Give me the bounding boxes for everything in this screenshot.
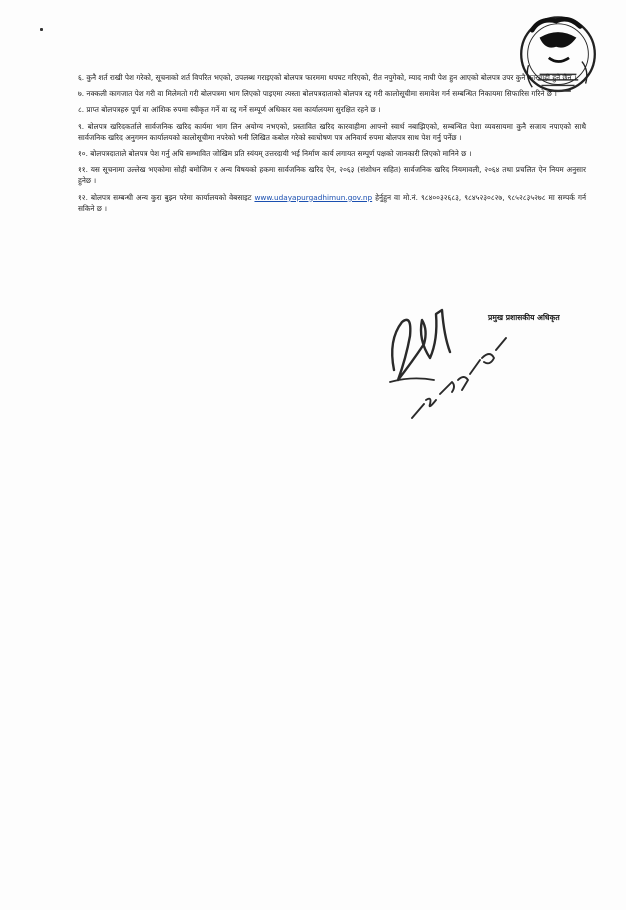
clause-12-text-end: हेर्नुहुन वा मो.नं. ९८४००३२६८३, ९८४५२३०८२७, ९८५२८३५२७८ मा सम्पर्क गर्न सकिने छ ।	[78, 192, 586, 213]
notice-clauses	[78, 72, 586, 219]
clause-12	[78, 192, 586, 214]
clause-7: ७. नक्कली कागजात पेश गरी वा मिलेमतो गरी बोलपत्रमा भाग लिएको पाइएमा त्यस्ता बोलपत्रदाताको बोलपत्र रद्द गरी कालोसूचीमा समावेश गर्न सम्बन्धित निकायमा सिफारिस गरिने छ ।	[78, 89, 557, 99]
clause-12-text-start: १२. बोलपत्र सम्बन्धी अन्य कुरा बुझ्न परेमा कार्यालयको वेबसाइट	[78, 192, 255, 202]
clause-10: १०. बोलपत्रदाताले बोलपत्र पेश गर्नु अघि सम्भावित जोखिम प्रति स्यंयम् उत्तरदायी भई निर्माण कार्य लगायत सम्पूर्ण पक्षको जानकारी लिएको मानिने छ ।	[78, 149, 472, 159]
clause-11: ११. यस सूचनामा उल्लेख भएकोमा सोही बमोजिम र अन्य विषयको हकमा सार्वजनिक खरिद ऐन, २०६३ (संशोधन सहित) सार्वजनिक खरिद नियमावली, २०६४ तथा प्रचलित ऐन नियम अनुसार हुनेछ ।	[78, 165, 586, 186]
clause-6: ६. कुनै शर्त राखी पेश गरेको, सूचनाको शर्त विपरित भएको, उपलब्ध गराइएको बोलपत्र फारममा थपघट गरिएको, रीत नपुगेको, म्याद नाघी पेश हुन आएको बोलपत्र उपर कुनै कारवाही हुने छैन ।	[78, 73, 577, 82]
clause-8: ८. प्राप्त बोलपत्रहरु पूर्ण वा आंशिक रुपमा स्वीकृत गर्ने वा रद्द गर्ने सम्पूर्ण अधिकार यस कार्यालयमा सुरक्षित रहने छ ।	[78, 105, 381, 115]
clause-9: ९. बोलपत्र खरिदकर्ताले सार्वजनिक खरिद कार्यमा भाग लिन अयोग्य नभएको, प्रस्तावित खरिद कारवाहीमा आफ्नो स्वार्थ नबाझिएको, सम्बन्धित पेशा व्यवसायमा कुनै सजाय नपाएको साथै सार्वजनिक खरिद अनुगमन कार्यालयको कालोसूचीमा नपरेको भनी लिखित कबोल गरेको स्वःघोषण पत्र अनिवार्य रुपमा बोलपत्र साथ पेश गर्नु पर्नेछ ।	[78, 121, 586, 142]
website-link[interactable]: www.udayapurgadhimun.gov.np	[254, 192, 373, 202]
officer-title: प्रमुख प्रशासकीय अधिकृत	[488, 313, 560, 322]
handwritten-signature	[372, 300, 522, 425]
scan-speck	[40, 28, 43, 31]
